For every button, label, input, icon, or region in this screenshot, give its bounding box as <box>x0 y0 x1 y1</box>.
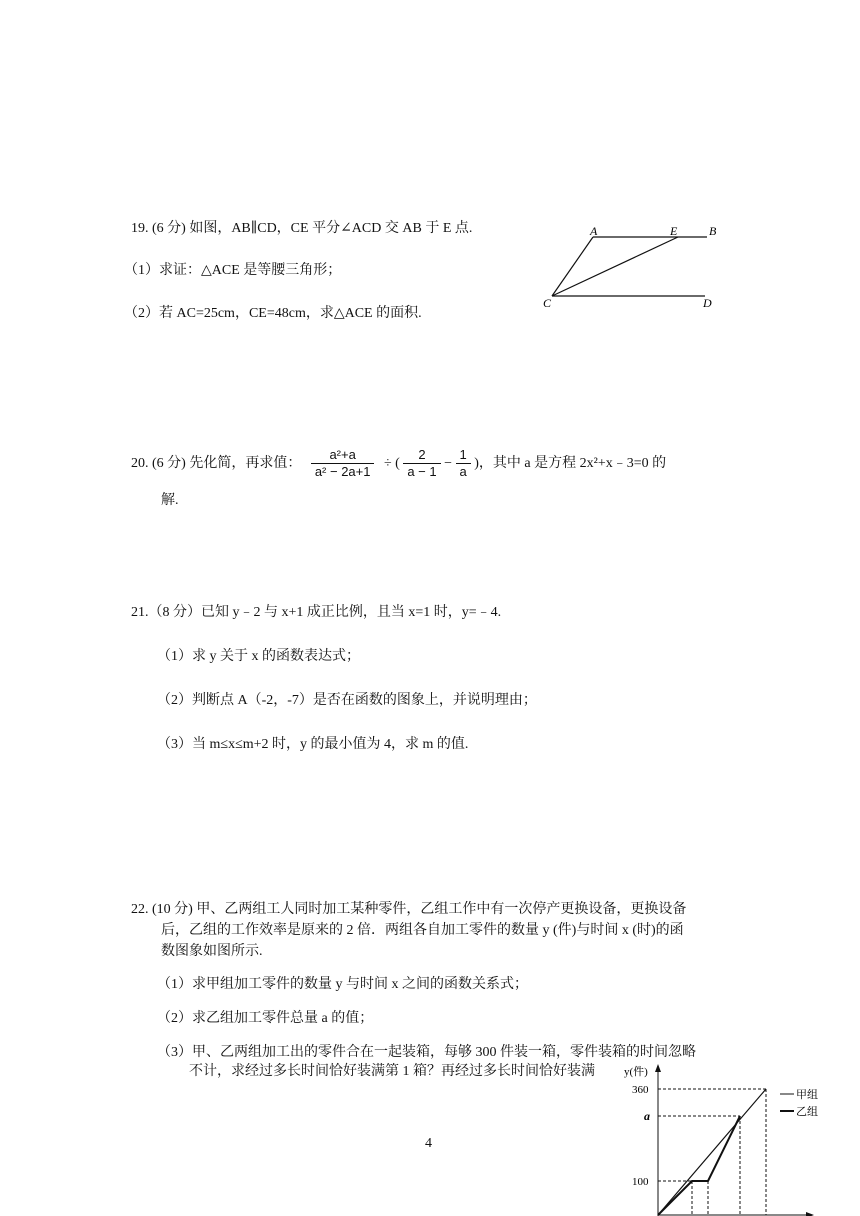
q20-fraction-2 <box>403 447 440 480</box>
q19-figure <box>535 220 725 315</box>
q20-minus: − <box>444 456 453 471</box>
q19-part1: （1）求证：△ACE 是等腰三角形； <box>124 263 342 278</box>
q22-line1: 22. (10 分) 甲、乙两组工人同时加工某种零件，乙组工作中有一次停产更换设备，更换设备 <box>131 902 687 917</box>
label-b: B <box>709 224 717 238</box>
q20-f3-denominator: a <box>459 464 467 480</box>
y-axis-arrow <box>655 1064 661 1072</box>
q20-continuation: 解. <box>161 493 179 508</box>
legend-jia-label: 甲组 <box>796 1089 818 1101</box>
q20-f1-denominator: a² − 2a+1 <box>314 464 371 480</box>
q21-part3: （3）当 m≤x≤m+2 时，y 的最小值为 4，求 m 的值. <box>157 737 469 752</box>
label-e: E <box>670 224 678 238</box>
q21-part2: （2）判断点 A（-2，-7）是否在函数的图象上，并说明理由； <box>157 693 537 708</box>
q20-f2-numerator: 2 <box>403 447 440 464</box>
q20-fraction-1 <box>311 447 375 480</box>
legend-yi-label: 乙组 <box>796 1106 818 1118</box>
x-axis-arrow <box>806 1212 814 1216</box>
q22-line2: 后，乙组的工作效率是原来的 2 倍．两组各自加工零件的数量 y (件)与时间 x (时)的函 <box>161 923 684 938</box>
q21-stem: 21.（8 分）已知 y﹣2 与 x+1 成正比例，且当 x=1 时，y=﹣4. <box>131 605 502 620</box>
page-number: 4 <box>425 1136 432 1151</box>
q20-divide: ÷ ( <box>383 456 400 471</box>
q19-part2: （2）若 AC=25cm，CE=48cm，求△ACE 的面积. <box>124 306 422 321</box>
q20-line <box>131 444 666 484</box>
q22-line3: 数图象如图所示. <box>161 944 263 959</box>
q22-part1: （1）求甲组加工零件的数量 y 与时间 x 之间的函数关系式； <box>157 977 528 992</box>
q22-graph <box>620 1060 860 1216</box>
q20-tail: )，其中 a 是方程 2x²+x﹣3=0 的 <box>474 456 667 471</box>
line-ce <box>552 237 678 296</box>
q20-lead: 20. (6 分) 先化简，再求值： <box>131 456 302 471</box>
label-a: A <box>590 224 598 238</box>
label-d: D <box>703 296 712 310</box>
q22-part3b: 不计，求经过多长时间恰好装满第 1 箱？再经过多长时间恰好装满 <box>189 1064 595 1079</box>
q22-part3a: （3）甲、乙两组加工出的零件合在一起装箱，每够 300 件装一箱，零件装箱的时间忽略 <box>157 1045 696 1060</box>
tick-a: a <box>644 1109 650 1123</box>
q19-stem: 19. (6 分) 如图，AB∥CD，CE 平分∠ACD 交 AB 于 E 点. <box>131 221 473 236</box>
q20-f3-numerator: 1 <box>456 447 471 464</box>
q22-part2: （2）求乙组加工零件总量 a 的值； <box>157 1011 374 1026</box>
line-ac <box>552 237 593 296</box>
tick-360: 360 <box>632 1084 649 1096</box>
y-axis-label: y(件) <box>624 1066 648 1078</box>
q20-f1-numerator: a²+a <box>311 447 375 464</box>
tick-100: 100 <box>632 1176 649 1188</box>
q20-f2-denominator: a − 1 <box>407 464 437 480</box>
q21-part1: （1）求 y 关于 x 的函数表达式； <box>157 649 360 664</box>
q20-fraction-3 <box>456 447 471 480</box>
label-c: C <box>543 296 552 310</box>
series-jia <box>658 1089 766 1215</box>
